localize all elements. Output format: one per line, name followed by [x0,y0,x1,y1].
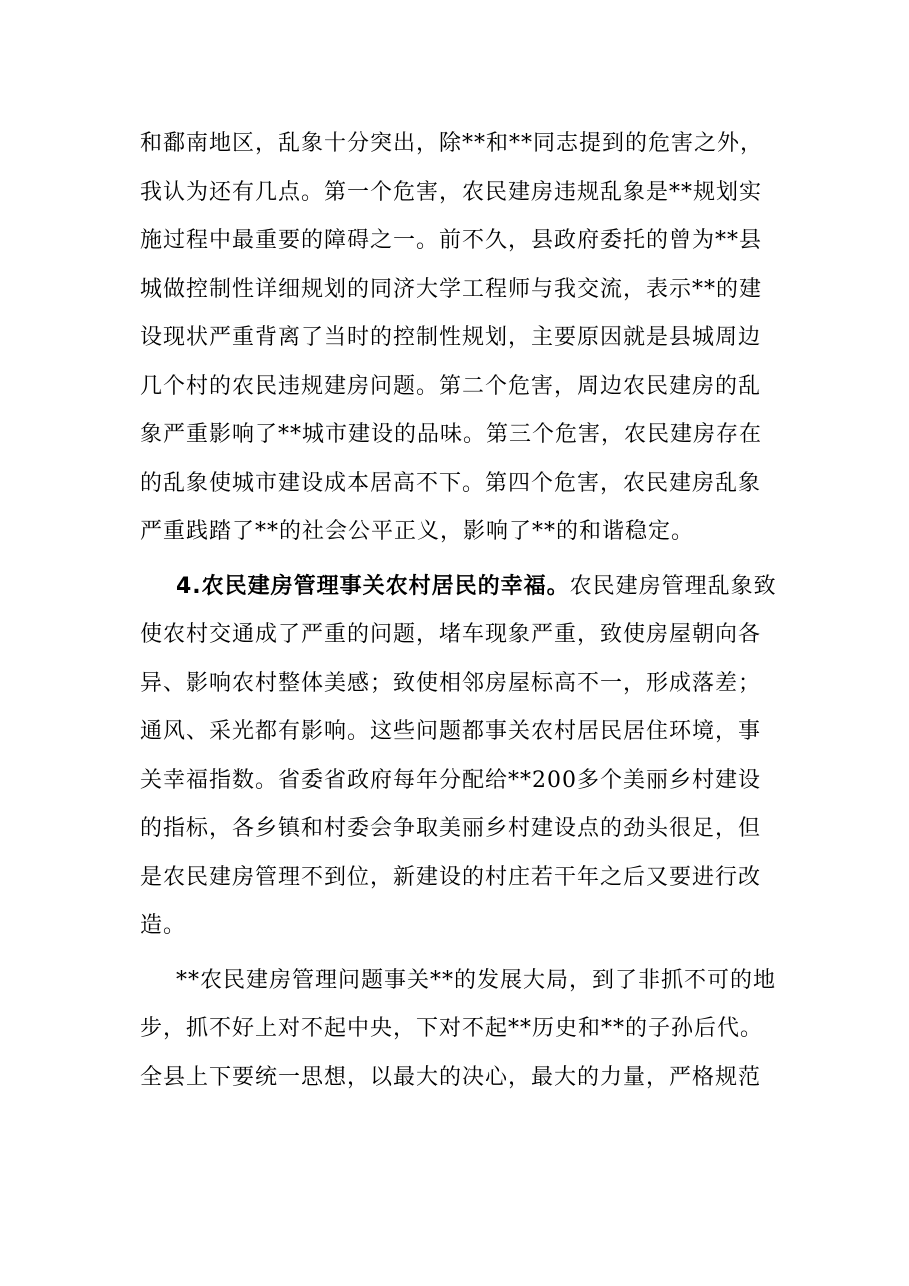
text-line: 通风、采光都有影响。这些问题都事关农村居民居住环境，事 [140,719,762,744]
text-line [176,572,780,602]
text-line: 象严重影响了**城市建设的品味。第三个危害，农民建房存在 [140,422,763,447]
text-line: 关幸福指数。省委省政府每年分配给**200多个美丽乡村建设 [140,768,761,793]
text-line: 全县上下要统一思想，以最大的决心，最大的力量，严格规范 [140,1065,762,1090]
text-line: 严重践踏了**的社会公平正义，影响了**的和谐稳定。 [140,519,695,544]
text-line: 的乱象使城市建设成本居高不下。第四个危害，农民建房乱象 [140,471,762,496]
text-line: 使农村交通成了严重的问题，堵车现象严重，致使房屋朝向各 [140,622,762,647]
heading-continuation: 农民建房管理乱象致 [569,574,777,599]
text-line: 我认为还有几点。第一个危害，农民建房违规乱象是**规划实 [140,180,763,205]
text-line: 异、影响农村整体美感；致使相邻房屋标高不一，形成落差； [140,671,762,696]
text-line: 设现状严重背离了当时的控制性规划，主要原因就是县城周边 [140,325,762,350]
text-line: 城做控制性详细规划的同济大学工程师与我交流，表示**的建 [140,277,763,302]
text-line: 几个村的农民违规建房问题。第二个危害，周边农民建房的乱 [140,374,762,399]
section-heading: 4.农民建房管理事关农村居民的幸福。 [176,574,570,599]
text-line: 步，抓不好上对不起中央，下对不起**历史和**的子孙后代。 [140,1016,764,1041]
text-line: **农民建房管理问题事关**的发展大局，到了非抓不可的地 [176,968,777,993]
text-line: 和鄱南地区，乱象十分突出，除**和**同志提到的危害之外， [140,131,764,156]
text-line: 的指标，各乡镇和村委会争取美丽乡村建设点的劲头很足，但 [140,816,762,841]
text-line: 造。 [140,913,187,938]
text-line: 是农民建房管理不到位，新建设的村庄若干年之后又要进行改 [140,865,762,890]
text-line: 施过程中最重要的障碍之一。前不久，县政府委托的曾为**县 [140,228,763,253]
